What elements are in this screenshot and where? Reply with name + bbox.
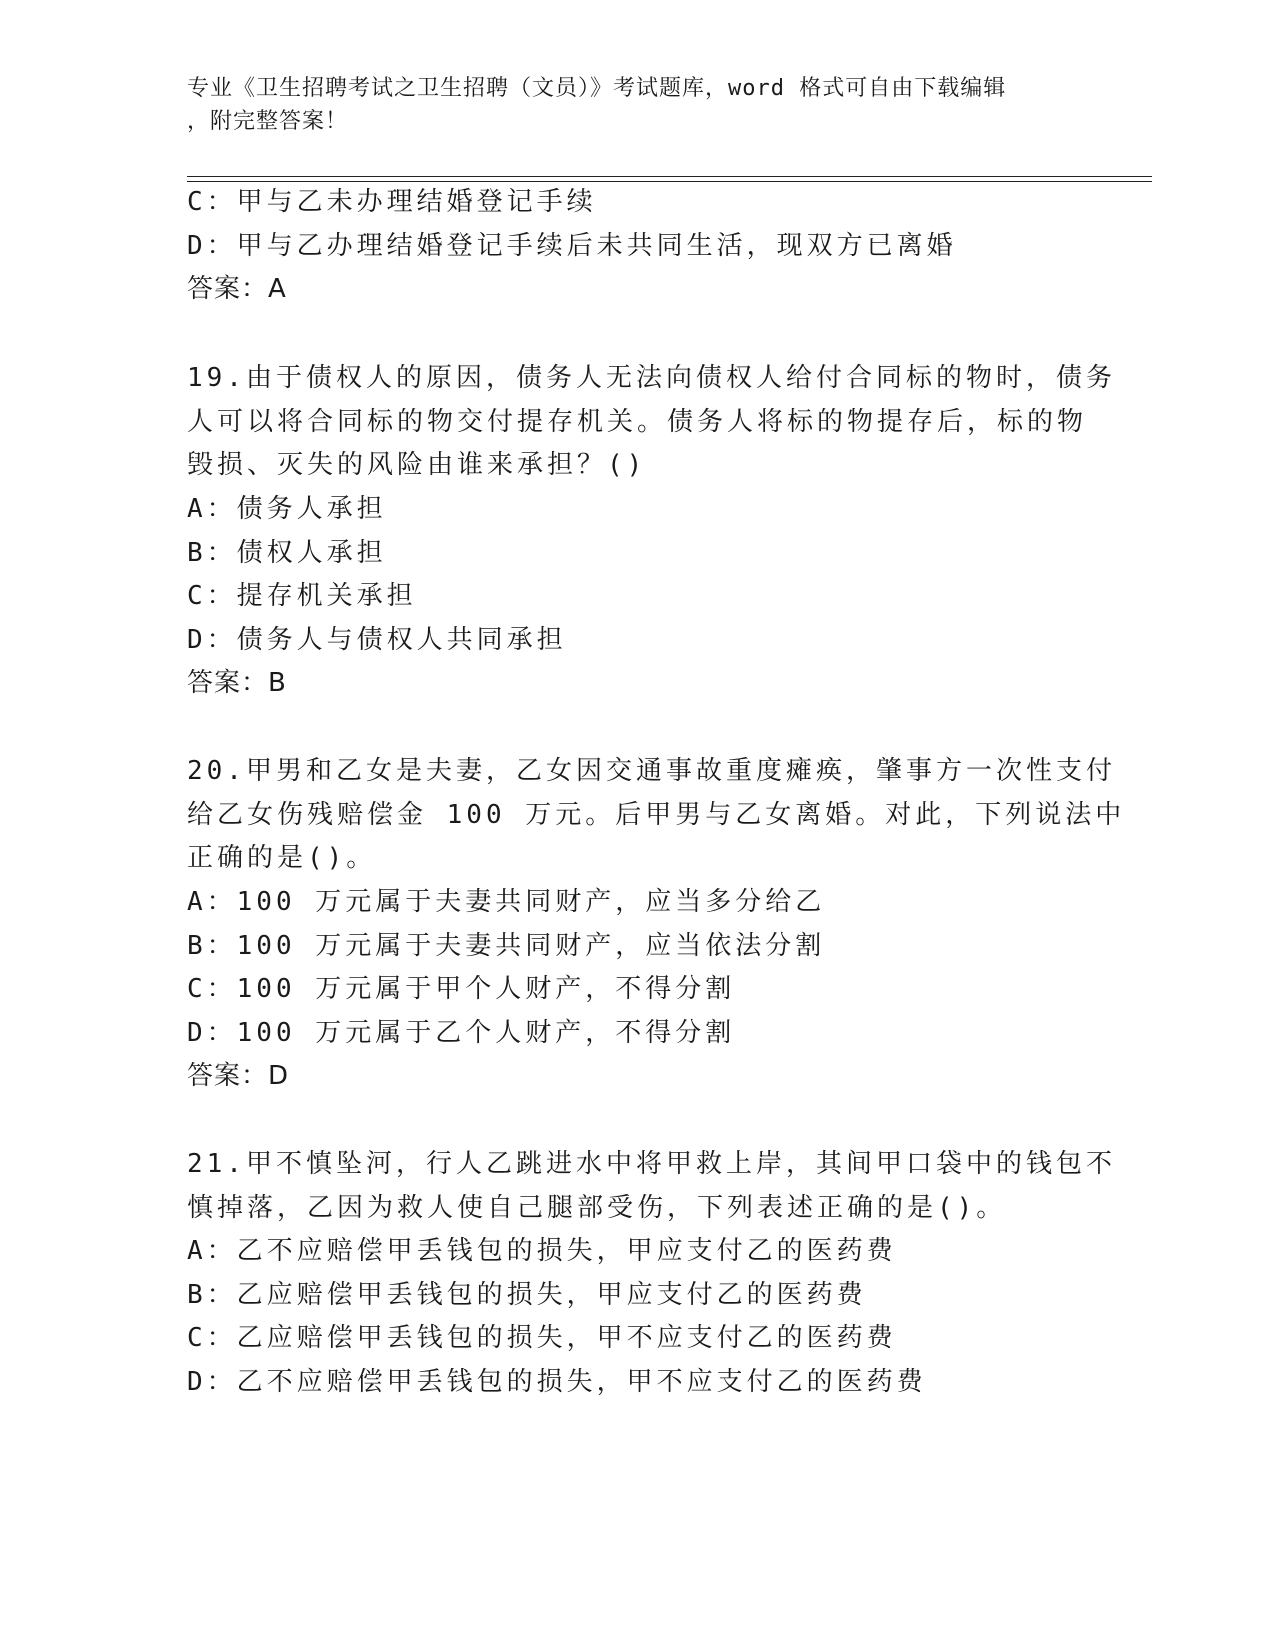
header-line-2: ，附完整答案！ [187, 109, 349, 134]
q20-stem-line-3: 正确的是()。 [187, 843, 377, 873]
q20-option-b: B：100 万元属于夫妻共同财产，应当依法分割 [187, 931, 826, 961]
q20-stem-line-1: 20.甲男和乙女是夫妻，乙女因交通事故重度瘫痪，肇事方一次性支付 [187, 756, 1116, 786]
q20-option-c: C：100 万元属于甲个人财产，不得分割 [187, 974, 736, 1004]
q19-stem-line-1: 19.由于债权人的原因，债务人无法向债权人给付合同标的物时，债务 [187, 363, 1116, 393]
q20-option-a: A：100 万元属于夫妻共同财产，应当多分给乙 [187, 887, 826, 917]
document-header [187, 72, 1067, 138]
q19-option-d: D：债务人与债权人共同承担 [187, 625, 567, 655]
q19-stem-line-2: 人可以将合同标的物交付提存机关。债务人将标的物提存后，标的物 [187, 407, 1088, 437]
prev-option-c: C：甲与乙未办理结婚登记手续 [187, 187, 597, 217]
q20-option-d: D：100 万元属于乙个人财产，不得分割 [187, 1018, 736, 1048]
q19-stem-line-3: 毁损、灭失的风险由谁来承担？() [187, 450, 647, 480]
q21-stem-line-1: 21.甲不慎坠河，行人乙跳进水中将甲救上岸，其间甲口袋中的钱包不 [187, 1149, 1116, 1179]
q19-answer: 答案：B [187, 668, 287, 698]
q21-option-d: D：乙不应赔偿甲丢钱包的损失，甲不应支付乙的医药费 [187, 1367, 927, 1397]
prev-option-d: D：甲与乙办理结婚登记手续后未共同生活，现双方已离婚 [187, 231, 957, 261]
header-divider-top [187, 176, 1152, 177]
q19-option-a: A：债务人承担 [187, 494, 387, 524]
q19-option-c: C：提存机关承担 [187, 581, 417, 611]
q21-option-a: A：乙不应赔偿甲丢钱包的损失，甲应支付乙的医药费 [187, 1236, 897, 1266]
header-line-1: 专业《卫生招聘考试之卫生招聘（文员）》考试题库，word 格式可自由下载编辑 [187, 76, 1007, 101]
q19-option-b: B：债权人承担 [187, 538, 387, 568]
header-divider-bottom [187, 181, 1152, 182]
q20-answer: 答案：D [187, 1061, 290, 1091]
q21-stem-line-2: 慎掉落，乙因为救人使自己腿部受伤，下列表述正确的是()。 [187, 1193, 1007, 1223]
q21-option-b: B：乙应赔偿甲丢钱包的损失，甲应支付乙的医药费 [187, 1280, 867, 1310]
q20-stem-line-2: 给乙女伤残赔偿金 100 万元。后甲男与乙女离婚。对此，下列说法中 [187, 800, 1126, 830]
q21-option-c: C：乙应赔偿甲丢钱包的损失，甲不应支付乙的医药费 [187, 1323, 897, 1353]
prev-answer: 答案：A [187, 274, 287, 304]
